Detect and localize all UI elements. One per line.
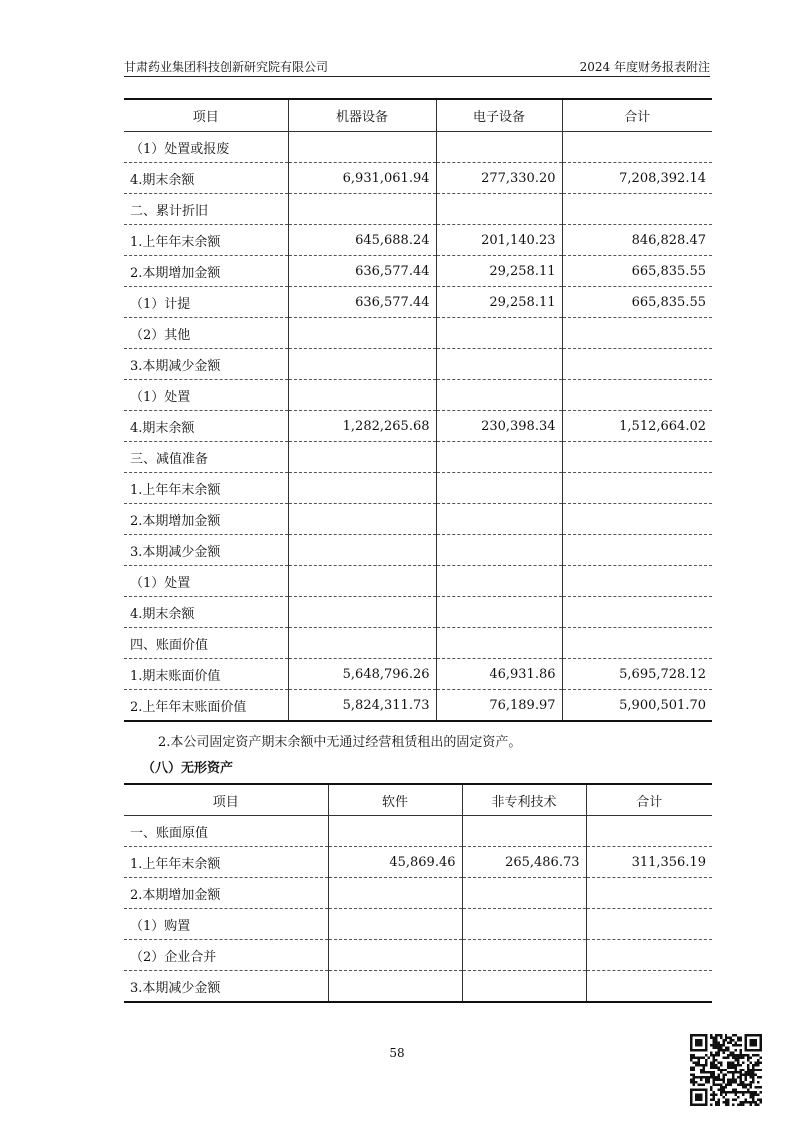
row-label: 1.上年年末余额 xyxy=(124,473,288,504)
cell-value xyxy=(462,971,586,1003)
row-label: 1.上年年末余额 xyxy=(124,225,288,256)
cell-value xyxy=(328,909,462,940)
cell-value xyxy=(288,194,436,225)
cell-value xyxy=(328,940,462,971)
row-label: 4.期末余额 xyxy=(124,163,288,194)
cell-value xyxy=(288,349,436,380)
cell-value: 1,282,265.68 xyxy=(288,411,436,442)
table-row xyxy=(124,473,712,504)
cell-value: 846,828.47 xyxy=(562,225,712,256)
cell-value xyxy=(328,971,462,1003)
cell-value xyxy=(462,878,586,909)
column-header: 合计 xyxy=(562,99,712,132)
cell-value xyxy=(436,504,562,535)
table-row xyxy=(124,163,712,194)
cell-value xyxy=(436,566,562,597)
cell-value: 5,695,728.12 xyxy=(562,659,712,690)
table-row xyxy=(124,349,712,380)
cell-value xyxy=(586,971,712,1003)
row-label: 4.期末余额 xyxy=(124,597,288,628)
column-header: 项目 xyxy=(124,784,328,816)
cell-value xyxy=(586,940,712,971)
table-row xyxy=(124,597,712,628)
cell-value xyxy=(328,816,462,847)
cell-value xyxy=(436,535,562,566)
table-row xyxy=(124,225,712,256)
row-label: （2）其他 xyxy=(124,318,288,349)
row-label: （1）购置 xyxy=(124,909,328,940)
cell-value xyxy=(586,878,712,909)
table-row xyxy=(124,194,712,225)
cell-value xyxy=(562,318,712,349)
cell-value xyxy=(436,194,562,225)
table-row xyxy=(124,628,712,659)
cell-value: 46,931.86 xyxy=(436,659,562,690)
row-label: 一、账面原值 xyxy=(124,816,328,847)
header-divider xyxy=(124,76,710,77)
row-label: 2.上年年末账面价值 xyxy=(124,690,288,722)
cell-value: 311,356.19 xyxy=(586,847,712,878)
table-row xyxy=(124,504,712,535)
qr-code-icon xyxy=(690,1034,762,1106)
table-row xyxy=(124,847,712,878)
cell-value: 7,208,392.14 xyxy=(562,163,712,194)
table-row xyxy=(124,256,712,287)
cell-value: 230,398.34 xyxy=(436,411,562,442)
cell-value: 665,835.55 xyxy=(562,287,712,318)
column-header: 项目 xyxy=(124,99,288,132)
section-title-intangible-assets: （八）无形资产 xyxy=(142,761,234,776)
row-label: 二、累计折旧 xyxy=(124,194,288,225)
row-label: 4.期末余额 xyxy=(124,411,288,442)
column-header: 电子设备 xyxy=(436,99,562,132)
table-row xyxy=(124,940,712,971)
cell-value: 665,835.55 xyxy=(562,256,712,287)
cell-value xyxy=(436,473,562,504)
table-row xyxy=(124,287,712,318)
cell-value: 5,648,796.26 xyxy=(288,659,436,690)
cell-value xyxy=(288,132,436,163)
cell-value: 76,189.97 xyxy=(436,690,562,722)
cell-value: 29,258.11 xyxy=(436,256,562,287)
row-label: 2.本期增加金额 xyxy=(124,256,288,287)
cell-value xyxy=(288,442,436,473)
cell-value xyxy=(586,909,712,940)
table-row xyxy=(124,535,712,566)
cell-value xyxy=(436,318,562,349)
table-row xyxy=(124,318,712,349)
table-row xyxy=(124,411,712,442)
table-header-row xyxy=(124,784,712,816)
cell-value: 6,931,061.94 xyxy=(288,163,436,194)
fixed-assets-note: 2.本公司固定资产期末余额中无通过经营租赁租出的固定资产。 xyxy=(158,735,522,750)
cell-value xyxy=(288,473,436,504)
table-row xyxy=(124,690,712,722)
cell-value xyxy=(562,628,712,659)
row-label: 2.本期增加金额 xyxy=(124,504,288,535)
page-number: 58 xyxy=(389,1046,405,1060)
cell-value xyxy=(436,628,562,659)
table-row xyxy=(124,909,712,940)
cell-value xyxy=(436,380,562,411)
table-row xyxy=(124,659,712,690)
fixed-assets-table xyxy=(124,98,712,722)
row-label: 2.本期增加金额 xyxy=(124,878,328,909)
row-label: 3.本期减少金额 xyxy=(124,349,288,380)
column-header: 机器设备 xyxy=(288,99,436,132)
intangible-assets-table xyxy=(124,783,712,1003)
cell-value xyxy=(562,473,712,504)
row-label: （1）处置 xyxy=(124,566,288,597)
row-label: 1.上年年末余额 xyxy=(124,847,328,878)
cell-value xyxy=(288,504,436,535)
cell-value: 45,869.46 xyxy=(328,847,462,878)
table-row xyxy=(124,132,712,163)
cell-value xyxy=(462,940,586,971)
row-label: （1）处置 xyxy=(124,380,288,411)
header-report-title: 2024 年度财务报表附注 xyxy=(579,60,710,74)
cell-value xyxy=(562,380,712,411)
cell-value xyxy=(436,442,562,473)
table-header-row xyxy=(124,99,712,132)
row-label: 四、账面价值 xyxy=(124,628,288,659)
cell-value xyxy=(288,597,436,628)
cell-value xyxy=(288,535,436,566)
cell-value xyxy=(462,816,586,847)
table-row xyxy=(124,971,712,1003)
row-label: （1）处置或报废 xyxy=(124,132,288,163)
cell-value xyxy=(288,628,436,659)
cell-value xyxy=(436,597,562,628)
column-header: 合计 xyxy=(586,784,712,816)
cell-value xyxy=(562,504,712,535)
cell-value xyxy=(562,597,712,628)
row-label: （1）计提 xyxy=(124,287,288,318)
table-row xyxy=(124,566,712,597)
row-label: 三、减值准备 xyxy=(124,442,288,473)
cell-value xyxy=(436,132,562,163)
cell-value xyxy=(288,380,436,411)
table-row xyxy=(124,816,712,847)
cell-value xyxy=(562,194,712,225)
row-label: 3.本期减少金额 xyxy=(124,535,288,566)
row-label: （2）企业合并 xyxy=(124,940,328,971)
row-label: 3.本期减少金额 xyxy=(124,971,328,1003)
cell-value xyxy=(586,816,712,847)
cell-value: 636,577.44 xyxy=(288,287,436,318)
cell-value: 29,258.11 xyxy=(436,287,562,318)
cell-value: 5,900,501.70 xyxy=(562,690,712,722)
cell-value: 265,486.73 xyxy=(462,847,586,878)
cell-value xyxy=(562,566,712,597)
cell-value xyxy=(562,349,712,380)
row-label: 1.期末账面价值 xyxy=(124,659,288,690)
cell-value xyxy=(462,909,586,940)
header-company: 甘肃药业集团科技创新研究院有限公司 xyxy=(124,60,329,74)
table-row xyxy=(124,878,712,909)
cell-value xyxy=(562,132,712,163)
cell-value xyxy=(328,878,462,909)
cell-value: 201,140.23 xyxy=(436,225,562,256)
table-row xyxy=(124,380,712,411)
cell-value: 277,330.20 xyxy=(436,163,562,194)
cell-value: 1,512,664.02 xyxy=(562,411,712,442)
cell-value xyxy=(562,442,712,473)
cell-value xyxy=(288,566,436,597)
cell-value: 645,688.24 xyxy=(288,225,436,256)
cell-value xyxy=(436,349,562,380)
cell-value: 636,577.44 xyxy=(288,256,436,287)
cell-value xyxy=(562,535,712,566)
column-header: 非专利技术 xyxy=(462,784,586,816)
cell-value: 5,824,311.73 xyxy=(288,690,436,722)
column-header: 软件 xyxy=(328,784,462,816)
cell-value xyxy=(288,318,436,349)
table-row xyxy=(124,442,712,473)
